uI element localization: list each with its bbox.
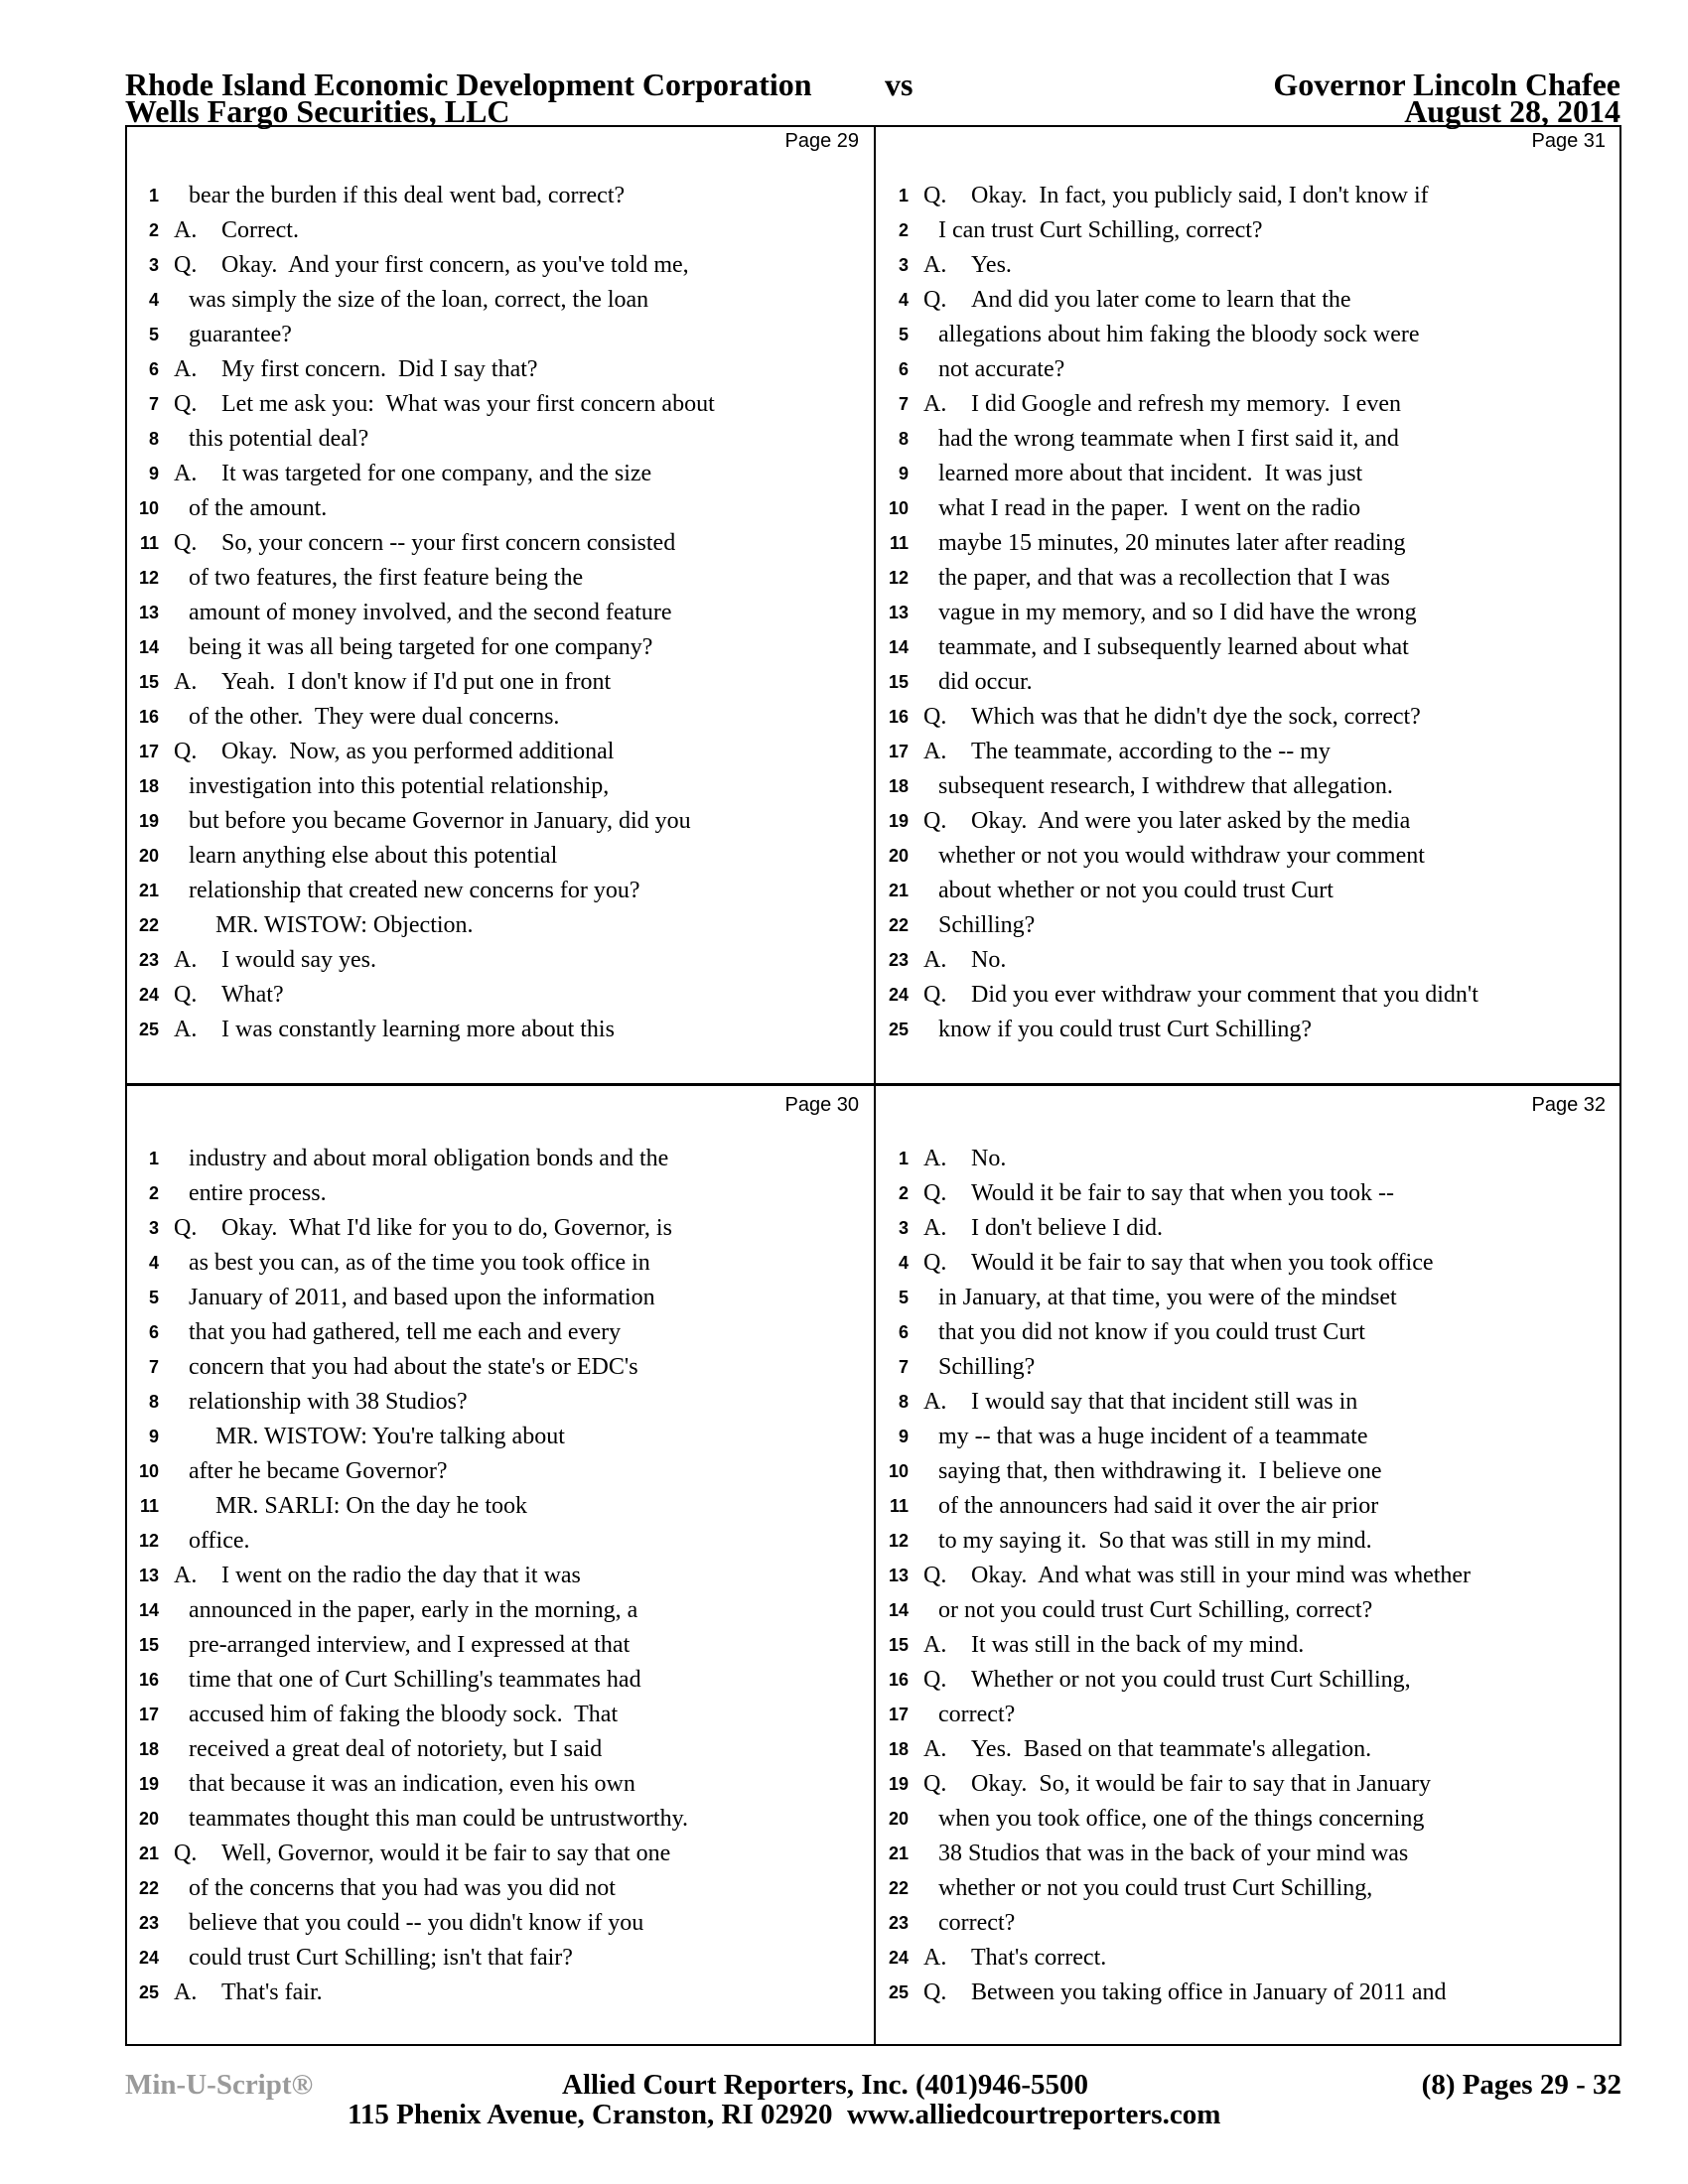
- line-number: 19: [888, 1774, 909, 1794]
- speaker-marker: Q.: [923, 287, 947, 313]
- line-number: 16: [888, 707, 909, 727]
- speaker-marker: Q.: [174, 1841, 198, 1866]
- testimony-text: of the concerns that you had was you did not: [189, 1875, 616, 1901]
- line-number: 12: [138, 568, 159, 588]
- testimony-text: that because it was an indication, even his own: [189, 1771, 635, 1797]
- line-number: 13: [888, 603, 909, 622]
- speaker-marker: A.: [923, 391, 947, 417]
- line-number: 23: [138, 950, 159, 970]
- page-number-label: Page 32: [1531, 1094, 1606, 1116]
- testimony-text: What?: [221, 982, 284, 1008]
- speaker-marker: A.: [174, 669, 198, 695]
- line-number: 24: [138, 1948, 159, 1968]
- testimony-text: pre-arranged interview, and I expressed at that: [189, 1632, 631, 1658]
- line-number: 10: [888, 1461, 909, 1481]
- line-number: 17: [138, 742, 159, 761]
- testimony-text: relationship that created new concerns for you?: [189, 878, 640, 903]
- testimony-text: Between you taking office in January of 2011 and: [971, 1979, 1447, 2005]
- line-number: 6: [898, 359, 909, 379]
- line-number: 17: [888, 742, 909, 761]
- line-number: 22: [138, 1878, 159, 1898]
- testimony-text: That's correct.: [971, 1945, 1107, 1971]
- testimony-text: this potential deal?: [189, 426, 369, 452]
- speaker-marker: Q.: [174, 1215, 198, 1241]
- testimony-text: correct?: [938, 1702, 1016, 1727]
- testimony-text: subsequent research, I withdrew that allegation.: [938, 773, 1393, 799]
- speaker-marker: Q.: [174, 739, 198, 764]
- speaker-marker: A.: [923, 1632, 947, 1658]
- testimony-text: of two features, the first feature being the: [189, 565, 584, 591]
- testimony-text: Schilling?: [938, 912, 1036, 938]
- testimony-text: Okay. So, it would be fair to say that in January: [971, 1771, 1432, 1797]
- testimony-text: of the amount.: [189, 495, 328, 521]
- testimony-text: The teammate, according to the -- my: [971, 739, 1331, 764]
- testimony-text: know if you could trust Curt Schilling?: [938, 1017, 1312, 1042]
- reporter-company: Allied Court Reporters, Inc. (401)946-5500: [562, 2069, 1088, 2101]
- testimony-text: relationship with 38 Studios?: [189, 1389, 468, 1415]
- testimony-text: I did Google and refresh my memory. I even: [971, 391, 1401, 417]
- testimony-text: Okay. And what was still in your mind was whether: [971, 1563, 1472, 1588]
- line-number: 20: [138, 1809, 159, 1829]
- testimony-text: I was constantly learning more about this: [221, 1017, 615, 1042]
- line-number: 11: [889, 1496, 909, 1516]
- testimony-text: I can trust Curt Schilling, correct?: [938, 217, 1263, 243]
- line-number: 24: [888, 985, 909, 1005]
- testimony-text: 38 Studios that was in the back of your mind was: [938, 1841, 1409, 1866]
- line-number: 17: [888, 1705, 909, 1724]
- speaker-marker: A.: [923, 1736, 947, 1762]
- speaker-marker: Q.: [923, 183, 947, 208]
- speaker-marker: Q.: [174, 530, 198, 556]
- testimony-text: as best you can, as of the time you took office in: [189, 1250, 650, 1276]
- testimony-text: my -- that was a huge incident of a teammate: [938, 1424, 1368, 1449]
- testimony-text: whether or not you would withdraw your comment: [938, 843, 1425, 869]
- testimony-text: learn anything else about this potential: [189, 843, 558, 869]
- line-number: 25: [888, 1020, 909, 1039]
- line-number: 2: [148, 220, 159, 240]
- speaker-marker: Q.: [923, 982, 947, 1008]
- line-number: 15: [138, 1635, 159, 1655]
- testimony-text: My first concern. Did I say that?: [221, 356, 538, 382]
- line-number: 18: [138, 776, 159, 796]
- line-number: 8: [148, 1392, 159, 1412]
- horizontal-divider: [125, 1083, 1621, 1086]
- line-number: 3: [898, 1218, 909, 1238]
- speaker-marker: Q.: [923, 1667, 947, 1693]
- line-number: 8: [898, 1392, 909, 1412]
- testimony-text: industry and about moral obligation bonds and the: [189, 1146, 669, 1171]
- speaker-marker: A.: [923, 947, 947, 973]
- testimony-text: Yes.: [971, 252, 1012, 278]
- line-number: 11: [889, 533, 909, 553]
- testimony-text: bear the burden if this deal went bad, correct?: [189, 183, 626, 208]
- testimony-text: It was still in the back of my mind.: [971, 1632, 1305, 1658]
- line-number: 22: [888, 1878, 909, 1898]
- line-number: 23: [888, 1913, 909, 1933]
- colloquy-text: MR. SARLI: On the day he took: [215, 1493, 527, 1519]
- line-number: 2: [898, 220, 909, 240]
- testimony-text: teammate, and I subsequently learned about what: [938, 634, 1409, 660]
- testimony-text: Would it be fair to say that when you took --: [971, 1180, 1394, 1206]
- testimony-text: to my saying it. So that was still in my mind.: [938, 1528, 1372, 1554]
- line-number: 10: [138, 498, 159, 518]
- line-number: 6: [148, 359, 159, 379]
- testimony-text: could trust Curt Schilling; isn't that fair?: [189, 1945, 573, 1971]
- min-u-script-brand: Min-U-Script®: [125, 2069, 314, 2101]
- case-versus: vs: [885, 67, 914, 102]
- testimony-text: Okay. And your first concern, as you've told me,: [221, 252, 689, 278]
- testimony-text: in January, at that time, you were of the mindset: [938, 1285, 1397, 1310]
- testimony-text: Well, Governor, would it be fair to say that one: [221, 1841, 671, 1866]
- line-number: 5: [898, 1288, 909, 1307]
- testimony-text: believe that you could -- you didn't know if you: [189, 1910, 644, 1936]
- testimony-text: received a great deal of notoriety, but I said: [189, 1736, 603, 1762]
- testimony-text: that you had gathered, tell me each and every: [189, 1319, 622, 1345]
- testimony-text: Yes. Based on that teammate's allegation.: [971, 1736, 1372, 1762]
- testimony-text: I went on the radio the day that it was: [221, 1563, 581, 1588]
- line-number: 8: [148, 429, 159, 449]
- line-number: 2: [898, 1183, 909, 1203]
- line-number: 5: [148, 325, 159, 344]
- line-number: 11: [139, 533, 159, 553]
- testimony-text: allegations about him faking the bloody sock were: [938, 322, 1420, 347]
- line-number: 9: [148, 1427, 159, 1446]
- line-number: 21: [888, 1843, 909, 1863]
- line-number: 3: [148, 1218, 159, 1238]
- reporter-address: 115 Phenix Avenue, Cranston, RI 02920 www.alliedcourtreporters.com: [348, 2099, 1221, 2130]
- line-number: 24: [138, 985, 159, 1005]
- line-number: 4: [898, 290, 909, 310]
- line-number: 3: [148, 255, 159, 275]
- speaker-marker: A.: [174, 217, 198, 243]
- testimony-text: that you did not know if you could trust Curt: [938, 1319, 1365, 1345]
- line-number: 7: [148, 394, 159, 414]
- testimony-text: was simply the size of the loan, correct, the loan: [189, 287, 649, 313]
- line-number: 22: [138, 915, 159, 935]
- testimony-text: Okay. What I'd like for you to do, Governor, is: [221, 1215, 672, 1241]
- testimony-text: Correct.: [221, 217, 299, 243]
- testimony-text: whether or not you could trust Curt Schilling,: [938, 1875, 1373, 1901]
- line-number: 20: [888, 1809, 909, 1829]
- testimony-text: learned more about that incident. It was just: [938, 461, 1363, 486]
- testimony-text: accused him of faking the bloody sock. That: [189, 1702, 619, 1727]
- testimony-text: Okay. Now, as you performed additional: [221, 739, 615, 764]
- line-number: 17: [138, 1705, 159, 1724]
- testimony-text: of the announcers had said it over the air prior: [938, 1493, 1379, 1519]
- testimony-text: Did you ever withdraw your comment that you didn't: [971, 982, 1478, 1008]
- speaker-marker: Q.: [923, 1979, 947, 2005]
- testimony-text: office.: [189, 1528, 250, 1554]
- line-number: 20: [138, 846, 159, 866]
- testimony-text: had the wrong teammate when I first said it, and: [938, 426, 1399, 452]
- testimony-text: when you took office, one of the things concerning: [938, 1806, 1425, 1832]
- testimony-text: Schilling?: [938, 1354, 1036, 1380]
- line-number: 15: [888, 672, 909, 692]
- line-number: 9: [898, 1427, 909, 1446]
- testimony-text: announced in the paper, early in the morning, a: [189, 1597, 638, 1623]
- testimony-text: or not you could trust Curt Schilling, correct?: [938, 1597, 1373, 1623]
- testimony-text: January of 2011, and based upon the information: [189, 1285, 655, 1310]
- testimony-text: time that one of Curt Schilling's teammates had: [189, 1667, 641, 1693]
- line-number: 10: [138, 1461, 159, 1481]
- line-number: 3: [898, 255, 909, 275]
- line-number: 7: [148, 1357, 159, 1377]
- speaker-marker: A.: [923, 1146, 947, 1171]
- line-number: 20: [888, 846, 909, 866]
- line-number: 18: [888, 776, 909, 796]
- line-number: 25: [888, 1982, 909, 2002]
- speaker-marker: A.: [923, 739, 947, 764]
- line-number: 25: [138, 1020, 159, 1039]
- speaker-marker: Q.: [174, 391, 198, 417]
- page-range: (8) Pages 29 - 32: [1421, 2069, 1621, 2101]
- line-number: 4: [148, 290, 159, 310]
- line-number: 19: [138, 811, 159, 831]
- line-number: 18: [138, 1739, 159, 1759]
- testimony-text: Whether or not you could trust Curt Schilling,: [971, 1667, 1411, 1693]
- testimony-text: Which was that he didn't dye the sock, correct?: [971, 704, 1421, 730]
- testimony-text: guarantee?: [189, 322, 292, 347]
- testimony-text: It was targeted for one company, and the size: [221, 461, 652, 486]
- line-number: 1: [148, 1149, 159, 1168]
- line-number: 5: [898, 325, 909, 344]
- line-number: 21: [888, 881, 909, 900]
- line-number: 15: [888, 1635, 909, 1655]
- line-number: 7: [898, 1357, 909, 1377]
- testimony-text: concern that you had about the state's or EDC's: [189, 1354, 638, 1380]
- line-number: 13: [138, 603, 159, 622]
- line-number: 1: [148, 186, 159, 205]
- testimony-text: No.: [971, 947, 1007, 973]
- line-number: 6: [898, 1322, 909, 1342]
- line-number: 5: [148, 1288, 159, 1307]
- colloquy-text: MR. WISTOW: Objection.: [215, 912, 474, 938]
- page-number-label: Page 30: [784, 1094, 859, 1116]
- line-number: 14: [138, 637, 159, 657]
- testimony-text: Let me ask you: What was your first concern about: [221, 391, 715, 417]
- line-number: 25: [138, 1982, 159, 2002]
- speaker-marker: Q.: [174, 982, 198, 1008]
- deposition-date: August 28, 2014: [1404, 93, 1620, 129]
- testimony-text: And did you later come to learn that the: [971, 287, 1351, 313]
- speaker-marker: A.: [174, 947, 198, 973]
- line-number: 4: [898, 1253, 909, 1273]
- testimony-text: I would say that that incident still was in: [971, 1389, 1358, 1415]
- testimony-text: Yeah. I don't know if I'd put one in front: [221, 669, 612, 695]
- testimony-text: I don't believe I did.: [971, 1215, 1163, 1241]
- speaker-marker: A.: [923, 252, 947, 278]
- speaker-marker: A.: [923, 1389, 947, 1415]
- line-number: 12: [888, 568, 909, 588]
- testimony-text: being it was all being targeted for one company?: [189, 634, 653, 660]
- line-number: 12: [138, 1531, 159, 1551]
- testimony-text: of the other. They were dual concerns.: [189, 704, 560, 730]
- testimony-text: So, your concern -- your first concern consisted: [221, 530, 676, 556]
- speaker-marker: Q.: [174, 252, 198, 278]
- testimony-text: the paper, and that was a recollection that I was: [938, 565, 1390, 591]
- line-number: 10: [888, 498, 909, 518]
- line-number: 18: [888, 1739, 909, 1759]
- line-number: 4: [148, 1253, 159, 1273]
- testimony-text: about whether or not you could trust Curt: [938, 878, 1334, 903]
- testimony-text: teammates thought this man could be untrustworthy.: [189, 1806, 689, 1832]
- testimony-text: That's fair.: [221, 1979, 323, 2005]
- case-title-line1: Rhode Island Economic Development Corporation: [125, 67, 812, 102]
- speaker-marker: Q.: [923, 704, 947, 730]
- testimony-text: not accurate?: [938, 356, 1065, 382]
- testimony-text: Okay. And were you later asked by the media: [971, 808, 1411, 834]
- line-number: 6: [148, 1322, 159, 1342]
- page-number-label: Page 29: [784, 130, 859, 152]
- testimony-text: but before you became Governor in January, did you: [189, 808, 691, 834]
- speaker-marker: Q.: [923, 1180, 947, 1206]
- testimony-text: did occur.: [938, 669, 1033, 695]
- testimony-text: investigation into this potential relationship,: [189, 773, 610, 799]
- line-number: 2: [148, 1183, 159, 1203]
- line-number: 14: [888, 1600, 909, 1620]
- line-number: 16: [138, 1670, 159, 1690]
- line-number: 9: [898, 464, 909, 483]
- testimony-text: Okay. In fact, you publicly said, I don't know if: [971, 183, 1429, 208]
- line-number: 23: [888, 950, 909, 970]
- line-number: 21: [138, 1843, 159, 1863]
- speaker-marker: A.: [174, 1979, 198, 2005]
- line-number: 1: [898, 1149, 909, 1168]
- speaker-marker: Q.: [923, 1771, 947, 1797]
- testimony-text: maybe 15 minutes, 20 minutes later after reading: [938, 530, 1406, 556]
- speaker-marker: A.: [174, 461, 198, 486]
- testimony-text: I would say yes.: [221, 947, 376, 973]
- page-number-label: Page 31: [1531, 130, 1606, 152]
- line-number: 15: [138, 672, 159, 692]
- line-number: 7: [898, 394, 909, 414]
- speaker-marker: A.: [174, 356, 198, 382]
- line-number: 22: [888, 915, 909, 935]
- speaker-marker: A.: [923, 1945, 947, 1971]
- colloquy-text: MR. WISTOW: You're talking about: [215, 1424, 565, 1449]
- line-number: 21: [138, 881, 159, 900]
- line-number: 1: [898, 186, 909, 205]
- testimony-text: correct?: [938, 1910, 1016, 1936]
- line-number: 11: [139, 1496, 159, 1516]
- testimony-text: saying that, then withdrawing it. I believe one: [938, 1458, 1382, 1484]
- speaker-marker: Q.: [923, 808, 947, 834]
- line-number: 16: [138, 707, 159, 727]
- testimony-text: entire process.: [189, 1180, 327, 1206]
- testimony-text: amount of money involved, and the second feature: [189, 600, 672, 625]
- line-number: 16: [888, 1670, 909, 1690]
- line-number: 8: [898, 429, 909, 449]
- line-number: 13: [138, 1566, 159, 1585]
- line-number: 12: [888, 1531, 909, 1551]
- speaker-marker: A.: [923, 1215, 947, 1241]
- line-number: 19: [138, 1774, 159, 1794]
- testimony-text: Would it be fair to say that when you took office: [971, 1250, 1434, 1276]
- line-number: 24: [888, 1948, 909, 1968]
- witness-name: Governor Lincoln Chafee: [1273, 67, 1620, 102]
- testimony-text: after he became Governor?: [189, 1458, 448, 1484]
- speaker-marker: A.: [174, 1563, 198, 1588]
- line-number: 23: [138, 1913, 159, 1933]
- line-number: 13: [888, 1566, 909, 1585]
- line-number: 14: [888, 637, 909, 657]
- testimony-text: No.: [971, 1146, 1007, 1171]
- testimony-text: what I read in the paper. I went on the radio: [938, 495, 1361, 521]
- speaker-marker: Q.: [923, 1563, 947, 1588]
- testimony-text: vague in my memory, and so I did have the wrong: [938, 600, 1417, 625]
- line-number: 14: [138, 1600, 159, 1620]
- speaker-marker: A.: [174, 1017, 198, 1042]
- case-title-line2: Wells Fargo Securities, LLC: [125, 93, 510, 129]
- line-number: 9: [148, 464, 159, 483]
- speaker-marker: Q.: [923, 1250, 947, 1276]
- line-number: 19: [888, 811, 909, 831]
